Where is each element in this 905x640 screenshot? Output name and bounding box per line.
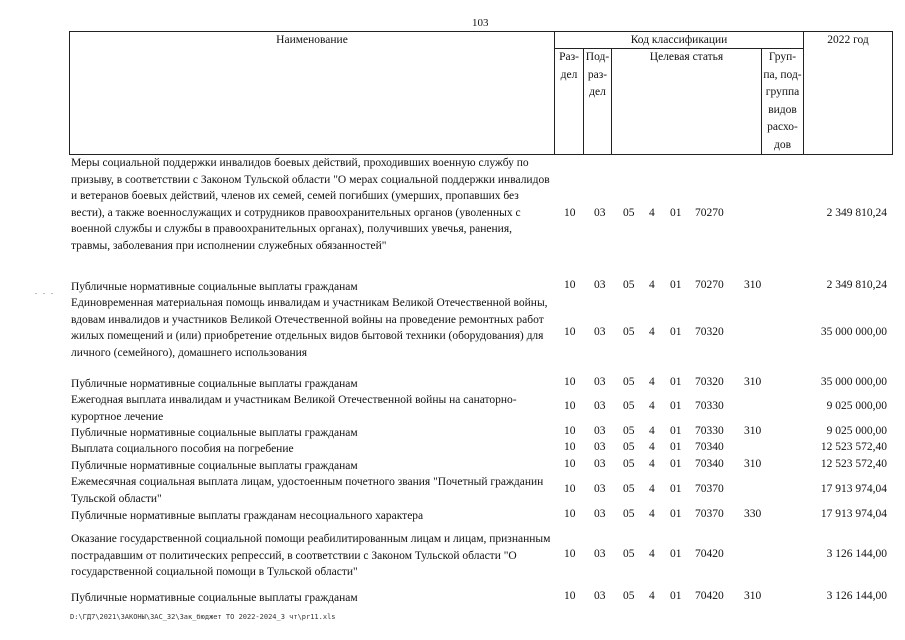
row-target-part2: 4 (649, 279, 655, 291)
row-name: Публичные нормативные социальные выплаты гражданам (71, 460, 358, 472)
row-target-part3: 01 (670, 590, 682, 602)
row-target-part2: 4 (649, 441, 655, 453)
row-name: Ежегодная выплата инвалидам и участникам Великой Отечественной войны на санаторно-курортное лечение (71, 394, 517, 423)
row-target-part4: 70340 (695, 441, 724, 453)
header-name: Наименование (70, 32, 555, 155)
row-target-part3: 01 (670, 279, 682, 291)
row-expense-group: 310 (744, 425, 762, 437)
table-row (71, 508, 887, 522)
margin-dots: . . . (35, 287, 55, 296)
row-target-part1: 05 (623, 207, 635, 219)
row-subsection: 03 (594, 400, 606, 412)
row-section: 10 (564, 376, 576, 388)
row-subsection: 03 (594, 376, 606, 388)
row-target-part1: 05 (623, 458, 635, 470)
row-subsection: 03 (594, 425, 606, 437)
row-target-part4: 70370 (695, 508, 724, 520)
header-section: Раз- дел (555, 49, 584, 155)
header-classification: Код классификации (555, 32, 804, 49)
row-name: Публичные нормативные выплаты гражданам несоциального характера (71, 510, 424, 522)
row-subsection: 03 (594, 326, 606, 338)
row-expense-group: 310 (744, 279, 762, 291)
header-expense-group: Груп- па, под- группа видов расхо- дов (762, 49, 804, 155)
row-subsection: 03 (594, 508, 606, 520)
row-target-part1: 05 (623, 326, 635, 338)
row-expense-group: 310 (744, 376, 762, 388)
table-row (71, 392, 887, 424)
row-amount: 12 523 572,40 (820, 458, 887, 470)
row-name: Оказание государственной социальной помощи реабилитированным лицам и лицам, признанным пострадавшим от политических репрессий, в соответствии с Законом Тульской области "О государственной социальной помощи в Тульской области" (71, 533, 551, 578)
row-target-part1: 05 (623, 425, 635, 437)
row-target-part3: 01 (670, 376, 682, 388)
row-target-part4: 70270 (695, 207, 724, 219)
row-amount: 2 349 810,24 (826, 207, 887, 219)
row-amount: 12 523 572,40 (820, 441, 887, 453)
row-section: 10 (564, 207, 576, 219)
row-target-part4: 70340 (695, 458, 724, 470)
row-target-part1: 05 (623, 548, 635, 560)
row-amount: 9 025 000,00 (826, 425, 887, 437)
table-row (71, 376, 887, 390)
row-subsection: 03 (594, 441, 606, 453)
row-target-part2: 4 (649, 508, 655, 520)
row-target-part2: 4 (649, 548, 655, 560)
row-amount: 3 126 144,00 (826, 548, 887, 560)
row-target-part2: 4 (649, 425, 655, 437)
table-header (69, 31, 893, 155)
row-target-part2: 4 (649, 483, 655, 495)
row-subsection: 03 (594, 548, 606, 560)
row-target-part4: 70370 (695, 483, 724, 495)
row-section: 10 (564, 508, 576, 520)
row-name: Публичные нормативные социальные выплаты гражданам (71, 378, 358, 390)
row-subsection: 03 (594, 483, 606, 495)
row-target-part1: 05 (623, 400, 635, 412)
row-name: Ежемесячная социальная выплата лицам, удостоенным почетного звания "Почетный гражданин Тульской области" (71, 476, 544, 505)
row-name: Единовременная материальная помощь инвалидам и участникам Великой Отечественной войны, вдовам инвалидов и участников Великой Отечественной войны на проведение ремонтных работ жилых помещений и (или) приобретение отдельных видов бытовой техники (оборудования) для личного (семейного), домашнего использования (71, 297, 548, 359)
row-amount: 17 913 974,04 (820, 508, 887, 520)
row-target-part1: 05 (623, 279, 635, 291)
row-amount: 17 913 974,04 (820, 483, 887, 495)
row-target-part4: 70420 (695, 548, 724, 560)
row-target-part3: 01 (670, 483, 682, 495)
row-target-part4: 70270 (695, 279, 724, 291)
row-subsection: 03 (594, 279, 606, 291)
table-row (71, 474, 887, 506)
row-target-part2: 4 (649, 458, 655, 470)
table-row (71, 155, 887, 267)
table-row (71, 458, 887, 472)
row-amount: 35 000 000,00 (820, 326, 887, 338)
row-target-part4: 70330 (695, 425, 724, 437)
row-target-part1: 05 (623, 590, 635, 602)
row-target-part4: 70320 (695, 326, 724, 338)
row-section: 10 (564, 483, 576, 495)
row-target-part1: 05 (623, 508, 635, 520)
table-row (71, 295, 887, 375)
table-row (71, 425, 887, 439)
row-name: Выплата социального пособия на погребение (71, 443, 294, 455)
row-amount: 3 126 144,00 (826, 590, 887, 602)
row-target-part3: 01 (670, 326, 682, 338)
row-target-part2: 4 (649, 400, 655, 412)
row-section: 10 (564, 441, 576, 453)
table-row (71, 590, 887, 604)
header-subsection: Под- раз- дел (584, 49, 612, 155)
row-target-part1: 05 (623, 483, 635, 495)
row-target-part1: 05 (623, 441, 635, 453)
row-name: Публичные нормативные социальные выплаты гражданам (71, 281, 358, 293)
row-target-part3: 01 (670, 441, 682, 453)
row-target-part3: 01 (670, 207, 682, 219)
row-amount: 35 000 000,00 (820, 376, 887, 388)
row-section: 10 (564, 458, 576, 470)
row-section: 10 (564, 400, 576, 412)
row-expense-group: 310 (744, 590, 762, 602)
row-section: 10 (564, 548, 576, 560)
row-subsection: 03 (594, 590, 606, 602)
row-section: 10 (564, 425, 576, 437)
row-section: 10 (564, 279, 576, 291)
row-target-part4: 70330 (695, 400, 724, 412)
header-year: 2022 год (804, 32, 893, 155)
row-target-part2: 4 (649, 590, 655, 602)
row-name: Меры социальной поддержки инвалидов боевых действий, проходивших военную службу по призыву, в соответствии с Законом Тульской области "О мерах социальной поддержки инвалидов и ветеранов боевых действий, членов их семей, семей погибших (умерших, пропавших без вести), а также военнослужащих и сотрудников правоохранительных органов (уволенных с военной службы и службы в правоохранительных органах), получивших увечья, ранения, травмы, заболевания при исполнении служебных обязанностей" (71, 157, 550, 252)
row-target-part3: 01 (670, 548, 682, 560)
page-number: 103 (472, 17, 489, 29)
row-name: Публичные нормативные социальные выплаты гражданам (71, 592, 358, 604)
row-target-part2: 4 (649, 376, 655, 388)
row-target-part2: 4 (649, 207, 655, 219)
footer-file-path: D:\ГД7\2021\ЗАКОНЫ\ЗАС_32\Зак_бюджет ТО 2022-2024_3 чт\pr11.xls (70, 613, 336, 621)
table-row (71, 279, 887, 293)
row-section: 10 (564, 326, 576, 338)
row-target-part3: 01 (670, 400, 682, 412)
row-target-part2: 4 (649, 326, 655, 338)
row-expense-group: 310 (744, 458, 762, 470)
row-target-part4: 70420 (695, 590, 724, 602)
table-row (71, 441, 887, 455)
row-amount: 9 025 000,00 (826, 400, 887, 412)
row-amount: 2 349 810,24 (826, 279, 887, 291)
row-target-part3: 01 (670, 508, 682, 520)
row-target-part4: 70320 (695, 376, 724, 388)
row-name: Публичные нормативные социальные выплаты гражданам (71, 427, 358, 439)
header-target-item: Целевая статья (612, 49, 762, 155)
row-subsection: 03 (594, 207, 606, 219)
row-target-part3: 01 (670, 458, 682, 470)
table-row (71, 531, 887, 579)
row-target-part3: 01 (670, 425, 682, 437)
row-section: 10 (564, 590, 576, 602)
row-expense-group: 330 (744, 508, 762, 520)
row-subsection: 03 (594, 458, 606, 470)
row-target-part1: 05 (623, 376, 635, 388)
